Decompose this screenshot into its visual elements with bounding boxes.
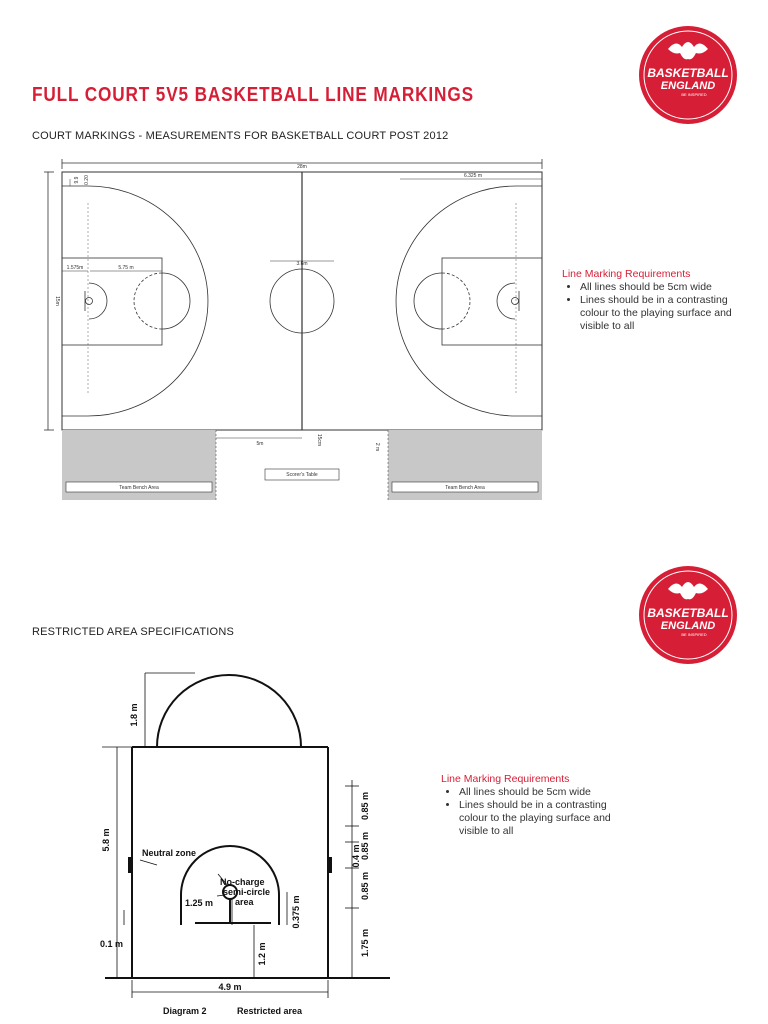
bench-right-label: Team Bench Area [445, 485, 485, 491]
small-offset-label: 0.1 m [100, 939, 124, 949]
baseline-offset-label: 1.2 m [257, 942, 267, 966]
requirement-item: • Lines should be in a contrasting colour to the playing surface and visible to all [459, 799, 631, 838]
center-circle-label: 3.6m [296, 261, 308, 267]
restricted-section-heading: RESTRICTED AREA SPECIFICATIONS [32, 626, 234, 638]
right-dim-5: 1.75 m [360, 928, 370, 958]
backboard-label: 1.575m [66, 265, 84, 271]
basketball-england-logo-2 [638, 565, 738, 665]
line-marking-requirements-2 [441, 773, 631, 838]
restricted-area-diagram [95, 660, 395, 1024]
diagram-name: Restricted area [237, 1006, 303, 1016]
right-dim-3: 0.4 m [351, 844, 361, 868]
neutral-zone-label: Neutral zone [142, 848, 197, 858]
svg-text:BE INSPIRED: BE INSPIRED [681, 632, 707, 637]
svg-text:BASKETBALL: BASKETBALL [647, 606, 729, 620]
right-dim-4: 0.85 m [360, 871, 370, 901]
requirements-title: Line Marking Requirements [562, 268, 691, 280]
right-dim-2: 0.85 m [360, 831, 370, 861]
requirement-item: • Lines should be in a contrasting colour to the playing surface and visible to all [580, 294, 752, 333]
bench-gap-label: 5m [256, 441, 264, 447]
bench-depth-label: 2 m [374, 442, 380, 452]
scorers-table-label: Scorer's Table [286, 472, 318, 478]
page-title: FULL COURT 5V5 BASKETBALL LINE MARKINGS [32, 84, 474, 106]
right-dim-1: 0.85 m [360, 791, 370, 821]
diagram-number: Diagram 2 [163, 1006, 207, 1016]
no-charge-label-1: No-charge [220, 877, 265, 887]
basket-offset-label: 0.375 m [291, 895, 301, 929]
lane-height-label: 5.8 m [101, 828, 111, 852]
tiny-label-2: 0.20 [84, 175, 90, 185]
line-marking-requirements-1 [562, 268, 752, 333]
svg-text:BE INSPIRED: BE INSPIRED [681, 92, 707, 97]
svg-text:ENGLAND: ENGLAND [660, 80, 716, 92]
length-label: 28m [297, 164, 307, 170]
lane-width-label: 4.9 m [218, 982, 242, 992]
width-label: 15m [54, 296, 60, 306]
full-court-diagram [40, 155, 550, 505]
three-point-label: 6.325 m [463, 173, 483, 179]
svg-text:BASKETBALL: BASKETBALL [647, 66, 729, 80]
requirement-item: • All lines should be 5cm wide [580, 281, 752, 294]
requirements-title: Line Marking Requirements [441, 773, 570, 785]
radius-label: 1.25 m [185, 898, 214, 908]
bench-left-label: Team Bench Area [119, 485, 159, 491]
requirement-item: • All lines should be 5cm wide [459, 786, 631, 799]
no-charge-label-3: area [235, 897, 254, 907]
tiny-label-1: 9.9 [74, 176, 80, 184]
svg-text:ENGLAND: ENGLAND [660, 620, 716, 632]
center-line-width-label: 15cm [316, 433, 322, 447]
court-section-heading: COURT MARKINGS - MEASUREMENTS FOR BASKETBALL COURT POST 2012 [32, 130, 449, 142]
no-charge-label-2: semi-circle [223, 887, 271, 897]
basketball-england-logo [638, 25, 738, 125]
top-arc-label: 1.8 m [129, 703, 139, 727]
ft-line-label: 5.75 m [118, 265, 134, 271]
